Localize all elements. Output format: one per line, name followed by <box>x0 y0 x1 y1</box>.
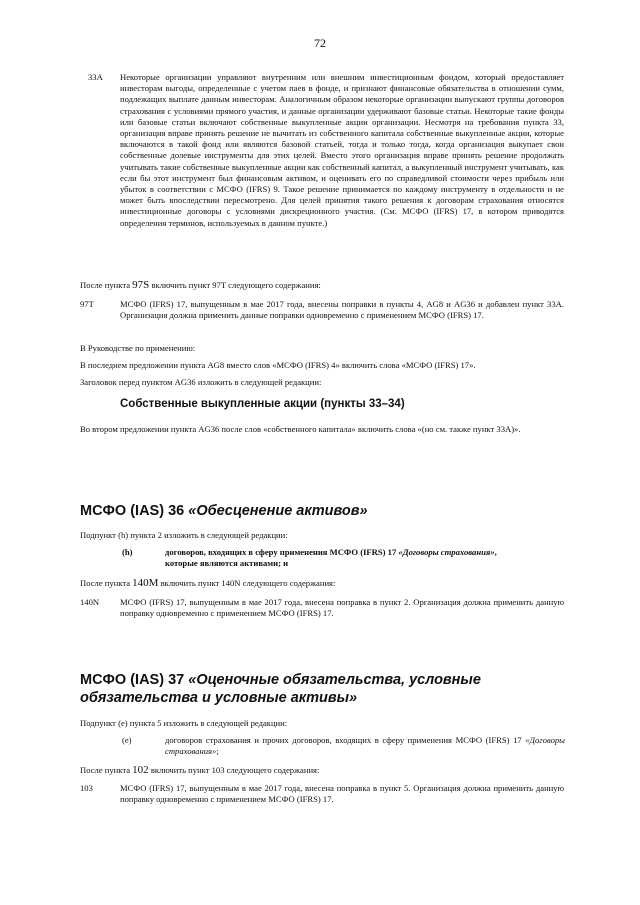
ias37-item-e: договоров страхования и прочих договоров, входящих в сферу применения МСФО (IFRS) 17 «Договоры страхования»; <box>165 735 565 757</box>
subheading-own-shares: Собственные выкупленные акции (пункты 33–34) <box>120 398 405 410</box>
ias37-item-label: (e) <box>122 735 132 745</box>
ag36-heading-note: Заголовок перед пунктом AG36 изложить в следующей редакции: <box>80 377 322 387</box>
ias37-intro: Подпункт (e) пункта 5 изложить в следующей редакции: <box>80 718 288 728</box>
paragraph-number-103: 103 <box>80 783 93 793</box>
ias36-item-label: (h) <box>122 547 133 557</box>
paragraph-140n: МСФО (IFRS) 17, выпущенным в мае 2017 года, внесена поправка в пункт 2. Организация должна применить данную поправку одновременно с применением МСФО (IFRS) 17. <box>120 597 564 619</box>
section-title-ias36: МСФО (IAS) 36 «Обесценение активов» <box>80 503 368 519</box>
ias36-intro: Подпункт (h) пункта 2 изложить в следующей редакции: <box>80 530 288 540</box>
section-title-ias37: МСФО (IAS) 37 «Оценочные обязательства, условные обязательства и условные активы» <box>80 672 481 706</box>
paragraph-number-140n: 140N <box>80 597 100 607</box>
guide-note: В Руководстве по применению: <box>80 343 196 353</box>
paragraph-103: МСФО (IFRS) 17, выпущенным в мае 2017 года, внесена поправка в пункт 5. Организация должна применить данную поправку одновременно с применением МСФО (IFRS) 17. <box>120 783 564 805</box>
ias36-insert-instruction: После пункта 140M включить пункт 140N следующего содержания: <box>80 577 336 589</box>
paragraph-number-97t: 97T <box>80 299 94 309</box>
paragraph-97t: МСФО (IFRS) 17, выпущенным в мае 2017 года, внесены поправки в пункты 4, AG8 и AG36 и добавлен пункт 33A. Организация должна применить данные поправки одновременно с применением МСФО (IFRS) 17. <box>120 299 564 321</box>
paragraph-33a: Некоторые организации управляют внутренним или внешним инвестиционным фондом, который предоставляет инвесторам выгоды, определенные с учетом паев в фонде, и признают финансовые обязательства в отношении сумм, подлежащих выплате данным инвесторам. Аналогичным образом некоторые организации выпускают группы договоров страхования с условиями прямого участия, и данные организации удерживают базовые статьи. Некоторые такие фонды или базовые статьи включают собственные выкупленные акции организации. Несмотря на требования пункта 33, организация вправе принять решение не вычитать из собственного капитала собственные выкупленные акции, которые включаются в такой фонд или являются базовой статьей, тогда и только тогда, когда организация выкупает свои собственные долевые инструменты для этих целей. Вместо этого организация вправе принять решение продолжать учитывать такие собственные выкупленные акции как собственный капитал, а выкупленный инструмент учитывать, как если бы этот инструмент был финансовым активом, и оценивать его по справедливой стоимости через прибыль или убыток в соответствии с МСФО (IFRS) 9. Такое решение принимается по каждому инструменту в отдельности и не может быть впоследствии пересмотрено. Для целей принятия такого решения к договорам страхования относятся инвестиционные договоры с условиями дискреционного участия. (См. МСФО (IFRS) 17, в котором приводятся определения терминов, используемых в данном пункте.) <box>120 72 564 228</box>
paragraph-number-33a: 33A <box>88 72 103 82</box>
ag36-amendment: Во втором предложении пункта AG36 после слов «собственного капитала» включить слова «(но см. также пункт 33A)». <box>80 424 521 434</box>
ag8-amendment: В последнем предложении пункта AG8 вместо слов «МСФО (IFRS) 4» включить слова «МСФО (IFRS) 17». <box>80 360 476 370</box>
page-number: 72 <box>314 36 326 50</box>
insert-instruction-97t: После пункта 97S включить пункт 97T следующего содержания: <box>80 279 321 291</box>
ias37-insert-instruction: После пункта 102 включить пункт 103 следующего содержания: <box>80 764 320 776</box>
ias36-item-h: договоров, входящих в сферу применения МСФО (IFRS) 17 «Договоры страхования», которые являются активами; и <box>165 547 497 569</box>
